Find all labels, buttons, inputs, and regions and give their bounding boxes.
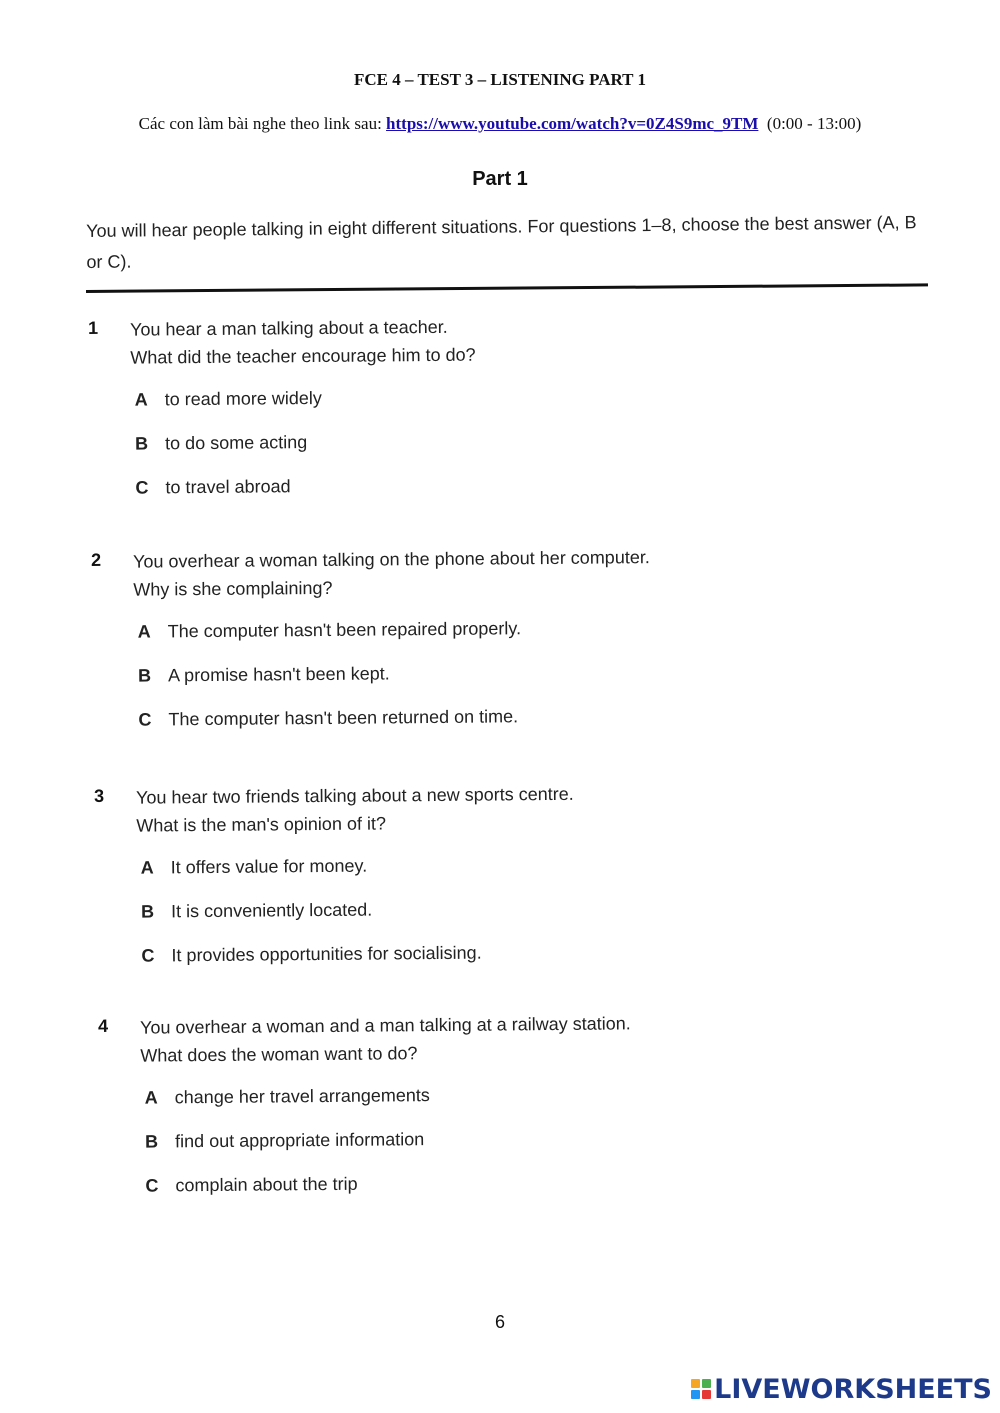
question-2 [91,541,893,750]
option-text: complain about the trip [175,1173,358,1196]
option-text: to travel abroad [165,476,291,498]
youtube-link[interactable]: https://www.youtube.com/watch?v=0Z4S9mc_9TM [386,114,759,133]
option-text: It is conveniently located. [171,899,373,922]
question-number: 4 [98,1015,109,1036]
option-c[interactable] [135,467,889,518]
option-letter: A [134,389,148,410]
divider-line [86,283,928,293]
listening-link-line [0,114,1000,134]
option-letter: C [141,945,155,966]
liveworksheets-logo-icon [691,1379,711,1399]
option-letter: A [140,857,154,878]
logo-square-green [702,1379,711,1388]
question-prompt: What does the woman want to do? [140,1043,418,1066]
document-title: FCE 4 – TEST 3 – LISTENING PART 1 [354,70,646,89]
question-context: You hear a man talking about a teacher. [130,316,448,340]
question-context: You overhear a woman and a man talking at a railway station. [140,1013,631,1038]
question-number: 3 [94,785,105,806]
link-instruction-text: Các con làm bài nghe theo link sau: [138,114,387,133]
question-number: 2 [91,549,102,570]
option-text: It offers value for money. [170,855,368,878]
option-letter: C [145,1175,159,1196]
option-text: The computer hasn't been returned on time. [168,706,519,730]
page-number: 6 [494,1312,505,1332]
question-context: You hear two friends talking about a new sports centre. [136,783,574,808]
option-letter: A [137,621,151,642]
part-title: Part 1 [472,168,528,190]
option-a[interactable] [138,611,892,662]
question-1 [88,309,890,518]
option-a[interactable] [145,1077,899,1128]
option-a[interactable] [141,847,895,898]
part-instructions: You will hear people talking in eight different situations. For questions 1–8, choose the best answer (A, B or C). [86,212,917,272]
option-text: A promise hasn't been kept. [168,663,390,686]
option-c[interactable] [145,1165,899,1216]
logo-square-orange [691,1379,700,1388]
option-text: to read more widely [164,387,322,410]
option-letter: B [141,901,155,922]
question-prompt: Why is she complaining? [133,577,333,600]
time-range: (0:00 - 13:00) [766,114,862,133]
option-b[interactable] [145,1121,899,1172]
option-c[interactable] [138,699,892,750]
option-letter: C [138,709,152,730]
answer-options [138,611,893,750]
answer-options [145,1077,900,1216]
logo-square-blue [691,1390,700,1399]
option-letter: B [138,665,152,686]
option-b[interactable] [135,423,889,474]
option-letter: B [145,1131,159,1152]
option-text: to do some acting [165,432,308,454]
option-c[interactable] [141,935,895,986]
option-letter: A [144,1087,158,1108]
answer-options [135,379,890,518]
option-text: find out appropriate information [175,1129,425,1152]
logo-square-red [702,1390,711,1399]
answer-options [141,847,896,986]
question-4 [98,1007,900,1216]
option-text: It provides opportunities for socialising. [171,942,482,966]
question-3 [94,777,896,986]
question-prompt: What did the teacher encourage him to do? [130,344,476,368]
question-context: You overhear a woman talking on the phone about her computer. [133,547,650,572]
option-text: The computer hasn't been repaired properly. [167,618,522,642]
watermark-text: LIVEWORKSHEETS [714,1373,992,1405]
option-b[interactable] [141,891,895,942]
option-letter: B [135,433,149,454]
question-prompt: What is the man's opinion of it? [136,813,387,836]
option-letter: C [135,477,149,498]
liveworksheets-watermark [691,1374,992,1404]
question-number: 1 [88,317,99,338]
option-a[interactable] [135,379,889,430]
option-b[interactable] [138,655,892,706]
option-text: change her travel arrangements [174,1085,430,1108]
